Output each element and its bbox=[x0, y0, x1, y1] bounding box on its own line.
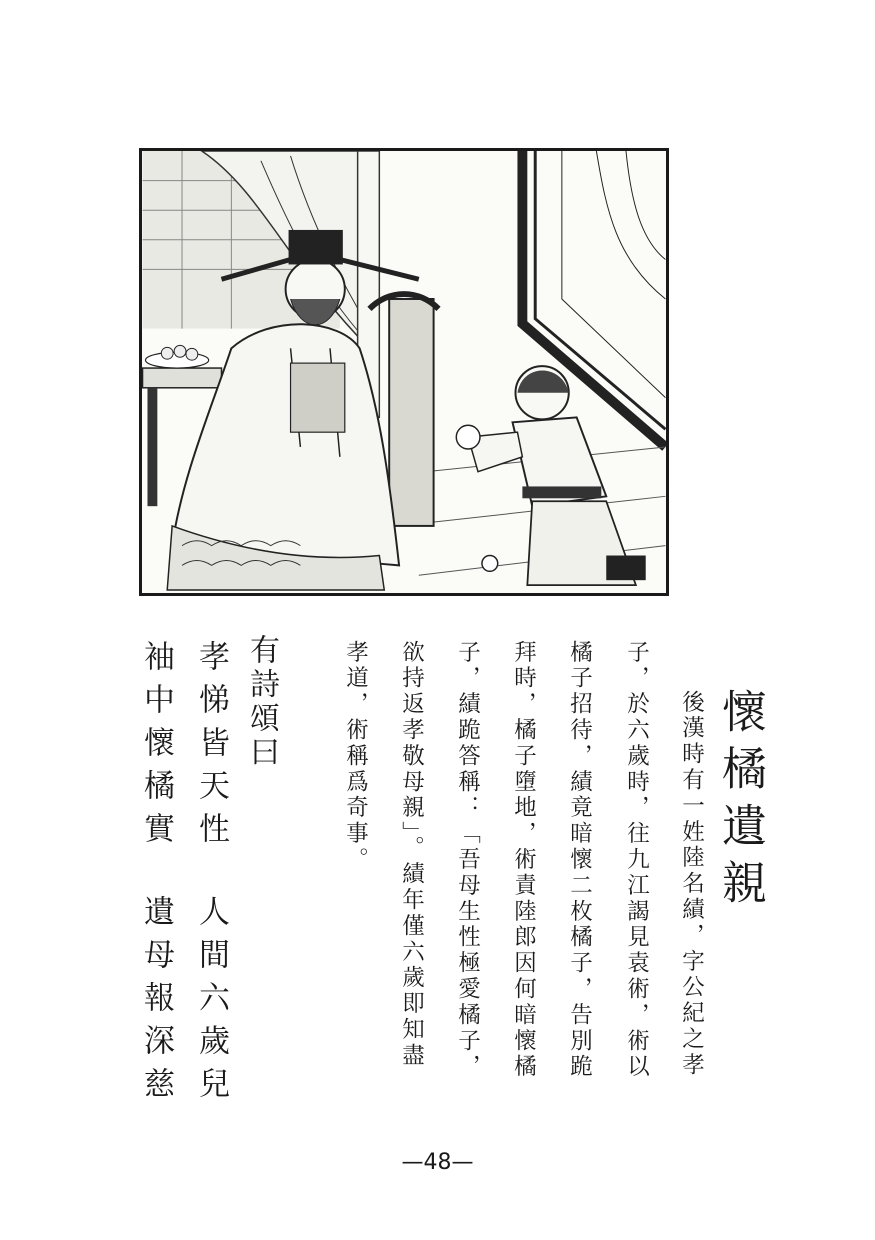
poem-line-2-lower: 遺母報深慈 bbox=[138, 895, 174, 1110]
poem-line-2-upper: 袖中懷橘實 bbox=[138, 640, 174, 855]
poem-line-1-lower: 人間六歲兒 bbox=[193, 895, 229, 1110]
story-column-2: 子，於六歲時，往九江謁見袁術，術以 bbox=[623, 640, 650, 1081]
page-number: —48— bbox=[401, 1150, 474, 1175]
story-column-5: 子，績跪答稱：「吾母生性極愛橘子， bbox=[454, 640, 481, 1081]
story-column-1: 後漢時有一姓陸名績，字公紀之孝 bbox=[678, 690, 705, 1079]
story-column-6: 欲持返孝敬母親」。績年僅六歲即知盡 bbox=[398, 640, 425, 1070]
story-column-3: 橘子招待，績竟暗懷二枚橘子，告別跪 bbox=[566, 640, 593, 1081]
story-column-7: 孝道，術稱爲奇事。 bbox=[342, 640, 369, 874]
story-title: 懷橘遺親 bbox=[714, 688, 767, 916]
poem-line-1-upper: 孝悌皆天性 bbox=[193, 640, 229, 855]
story-column-4: 拜時，橘子墮地，術責陸郎因何暗懷橘 bbox=[510, 640, 537, 1081]
scholar-and-kneeling-boy-illustration bbox=[142, 151, 666, 593]
poem-heading: 有詩頌曰 bbox=[244, 634, 279, 770]
story-illustration bbox=[139, 148, 669, 596]
